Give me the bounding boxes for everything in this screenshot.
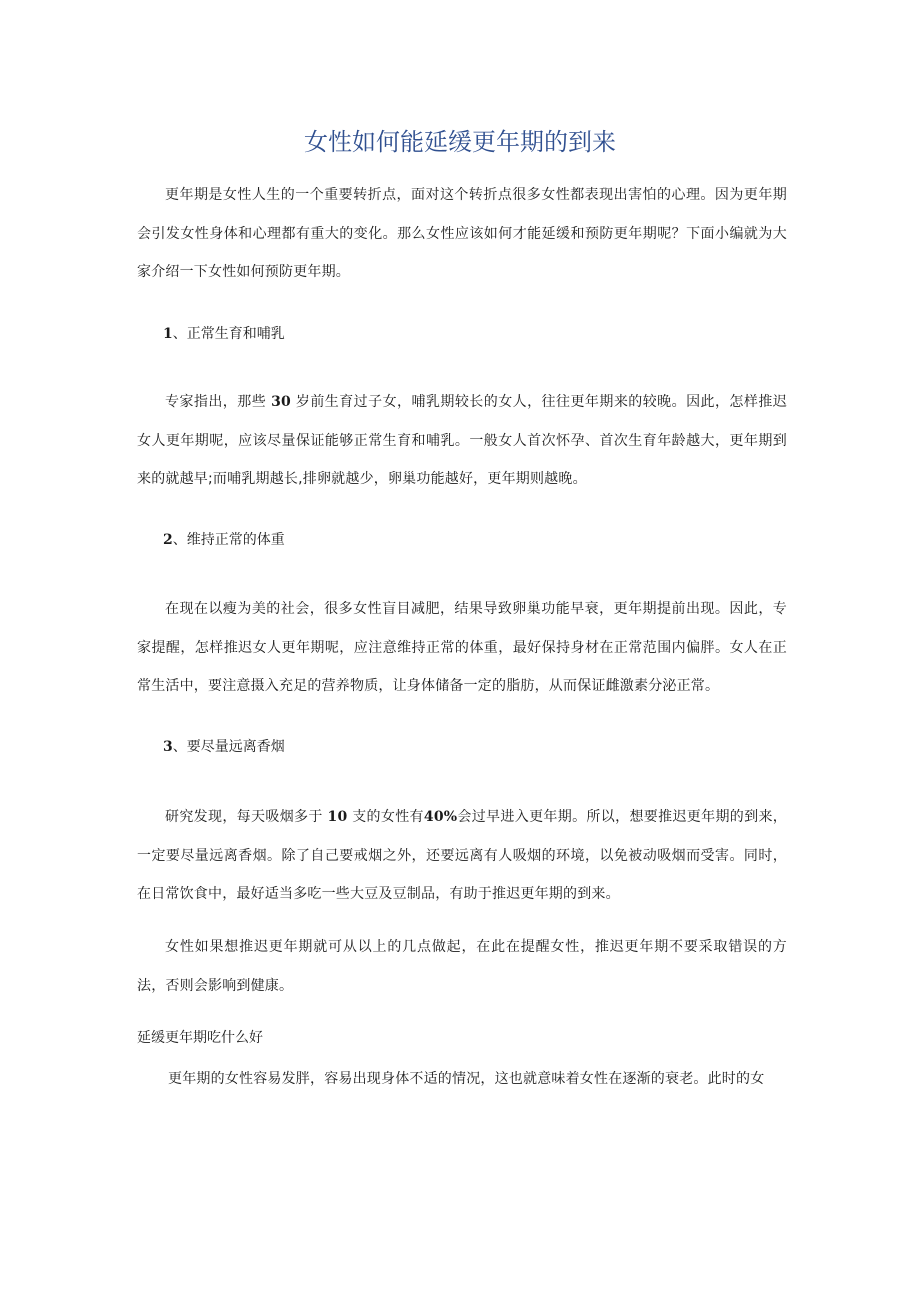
section-1-body <box>137 383 787 499</box>
food-heading: 延缓更年期吃什么好 <box>137 1030 263 1046</box>
section-1-heading-text: 、正常生育和哺乳 <box>172 326 285 342</box>
section-1-body-number: 30 <box>271 394 291 410</box>
section-3-body-number-2: 40% <box>423 809 458 825</box>
section-3-heading <box>163 735 285 759</box>
section-3-body <box>137 798 787 914</box>
section-3-heading-text: 、要尽量远离香烟 <box>172 739 285 755</box>
section-2-body: 在现在以瘦为美的社会，很多女性盲目减肥，结果导致卵巢功能早衰，更年期提前出现。因此，专家提醒，怎样推迟女人更年期呢，应注意维持正常的体重，最好保持身材在正常范围内偏胖。女人在正常生活中，要注意摄入充足的营养物质，让身体储备一定的脂肪，从而保证雌激素分泌正常。 <box>137 601 787 694</box>
conclusion-paragraph: 女性如果想推迟更年期就可从以上的几点做起，在此在提醒女性，推迟更年期不要采取错误的方法，否则会影响到健康。 <box>137 939 787 994</box>
section-1-heading <box>163 322 285 346</box>
section-2-number: 2 <box>163 532 173 548</box>
section-2-heading <box>163 528 285 552</box>
section-3-body-mid: 支的女性有 <box>352 809 424 825</box>
food-paragraph: 更年期的女性容易发胖，容易出现身体不适的情况，这也就意味着女性在逐渐的衰老。此时的女 <box>168 1071 765 1087</box>
intro-paragraph: 更年期是女性人生的一个重要转折点，面对这个转折点很多女性都表现出害怕的心理。因为更年期会引发女性身体和心理都有重大的变化。那么女性应该如何才能延缓和预防更年期呢？下面小编就为大家介绍一下女性如何预防更年期。 <box>137 187 787 280</box>
section-3-body-suffix: 会过早进入更年期。所以，想要推迟更年期的到来，一定要尽量远离香烟。除了自己要戒烟之外，还要远离有人吸烟的环境，以免被动吸烟而受害。同时，在日常饮食中，最好适当多吃一些大豆及豆制品，有助于推迟更年期的到来。 <box>137 809 788 902</box>
section-3-body-prefix: 研究发现，每天吸烟多于 <box>165 809 323 825</box>
section-3-number: 3 <box>163 739 173 755</box>
section-1-body-suffix: 岁前生育过子女，哺乳期较长的女人，往往更年期来的较晚。因此，怎样推迟女人更年期呢，应该尽量保证能够正常生育和哺乳。一般女人首次怀孕、首次生育年龄越大，更年期到来的就越早;而哺乳期越长,排卵就越少，卵巢功能越好，更年期则越晚。 <box>137 394 787 487</box>
document-title: 女性如何能延缓更年期的到来 <box>304 128 616 156</box>
section-1-number: 1 <box>163 326 173 342</box>
section-2-heading-text: 、维持正常的体重 <box>172 532 285 548</box>
section-1-body-prefix: 专家指出，那些 <box>165 394 267 410</box>
section-3-body-number-1: 10 <box>327 809 348 825</box>
